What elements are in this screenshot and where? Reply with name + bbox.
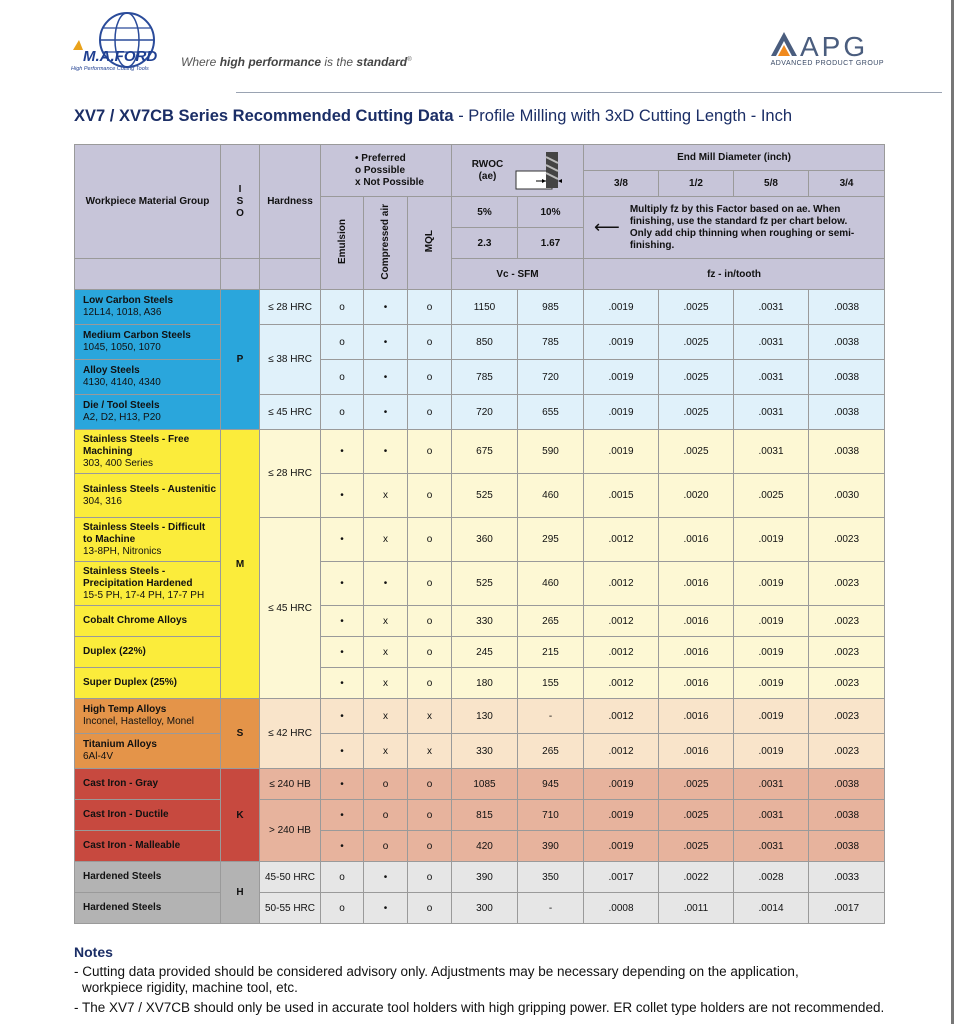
fz-5-8-cell: .0031 xyxy=(734,290,809,325)
hardness-cell: ≤ 42 HRC xyxy=(260,699,321,769)
table-row xyxy=(75,430,885,474)
emulsion-cell: o xyxy=(321,290,364,325)
vc-10-cell: - xyxy=(518,699,584,734)
vc-10-cell: 350 xyxy=(518,862,584,893)
fz-3-4-cell: .0038 xyxy=(809,831,885,862)
fz-3-4-cell: .0030 xyxy=(809,474,885,518)
header-hardness: Hardness xyxy=(260,145,321,259)
table-row xyxy=(75,474,885,518)
iso-group-p: P xyxy=(221,290,260,430)
fz-3-8-cell: .0017 xyxy=(584,862,659,893)
emulsion-cell: o xyxy=(321,325,364,360)
mql-cell: o xyxy=(408,325,452,360)
hardness-cell: ≤ 28 HRC xyxy=(260,430,321,518)
header-vc: Vc - SFM xyxy=(452,259,584,290)
fz-5-8-cell: .0031 xyxy=(734,395,809,430)
emulsion-cell: • xyxy=(321,562,364,606)
header-legend xyxy=(321,145,452,197)
fz-3-8-cell: .0019 xyxy=(584,800,659,831)
vc-5-cell: 390 xyxy=(452,862,518,893)
vc-5-cell: 720 xyxy=(452,395,518,430)
emulsion-cell: • xyxy=(321,474,364,518)
fz-5-8-cell: .0031 xyxy=(734,769,809,800)
iso-group-s: S xyxy=(221,699,260,769)
vc-10-cell: 655 xyxy=(518,395,584,430)
table-row xyxy=(75,769,885,800)
legend-preferred: • Preferred xyxy=(355,152,406,164)
fz-3-4-cell: .0038 xyxy=(809,325,885,360)
table-row xyxy=(75,862,885,893)
fz-3-8-cell: .0019 xyxy=(584,325,659,360)
air-cell: • xyxy=(364,862,408,893)
cutting-data-table xyxy=(74,144,885,924)
air-cell: • xyxy=(364,430,408,474)
air-cell: x xyxy=(364,518,408,562)
material-cell: Cast Iron - Malleable xyxy=(75,831,221,862)
apg-subtitle: ADVANCED PRODUCT GROUP xyxy=(770,60,884,67)
table-row xyxy=(75,800,885,831)
emulsion-cell: • xyxy=(321,734,364,769)
air-cell: • xyxy=(364,360,408,395)
page-title: XV7 / XV7CB Series Recommended Cutting Data - Profile Milling with 3xD Cutting Length - Inch xyxy=(74,107,793,125)
header-dia-1-2: 1/2 xyxy=(659,171,734,197)
brand-name: M.A.FORD xyxy=(83,48,158,65)
table-row xyxy=(75,637,885,668)
header-emulsion: Emulsion xyxy=(321,197,364,290)
header-factor-10: 1.67 xyxy=(518,228,584,259)
vc-10-cell: 295 xyxy=(518,518,584,562)
fz-1-2-cell: .0016 xyxy=(659,518,734,562)
table-row xyxy=(75,325,885,360)
fz-1-2-cell: .0022 xyxy=(659,862,734,893)
fz-3-4-cell: .0038 xyxy=(809,430,885,474)
hardness-cell: ≤ 38 HRC xyxy=(260,325,321,395)
tagline: Where high performance is the standard® xyxy=(181,55,412,69)
vc-5-cell: 330 xyxy=(452,606,518,637)
table-row xyxy=(75,831,885,862)
vc-10-cell: 985 xyxy=(518,290,584,325)
fz-5-8-cell: .0019 xyxy=(734,734,809,769)
iso-group-m: M xyxy=(221,430,260,699)
air-cell: • xyxy=(364,325,408,360)
air-cell: o xyxy=(364,800,408,831)
mql-cell: o xyxy=(408,606,452,637)
material-cell: Cast Iron - Gray xyxy=(75,769,221,800)
fz-3-8-cell: .0012 xyxy=(584,562,659,606)
fz-3-8-cell: .0012 xyxy=(584,699,659,734)
hardness-cell: ≤ 28 HRC xyxy=(260,290,321,325)
vc-10-cell: 390 xyxy=(518,831,584,862)
air-cell: o xyxy=(364,769,408,800)
header-dia-5-8: 5/8 xyxy=(734,171,809,197)
vc-10-cell: 590 xyxy=(518,430,584,474)
fz-1-2-cell: .0016 xyxy=(659,562,734,606)
vc-10-cell: 265 xyxy=(518,734,584,769)
material-cell: Hardened Steels xyxy=(75,893,221,924)
fz-3-4-cell: .0038 xyxy=(809,800,885,831)
vc-5-cell: 300 xyxy=(452,893,518,924)
fz-3-4-cell: .0017 xyxy=(809,893,885,924)
fz-3-4-cell: .0023 xyxy=(809,699,885,734)
vc-10-cell: 460 xyxy=(518,474,584,518)
fz-5-8-cell: .0025 xyxy=(734,474,809,518)
header-compressed-air: Compressed air xyxy=(364,197,408,290)
fz-5-8-cell: .0014 xyxy=(734,893,809,924)
fz-5-8-cell: .0019 xyxy=(734,562,809,606)
header-iso-filler xyxy=(221,259,260,290)
fz-5-8-cell: .0019 xyxy=(734,699,809,734)
fz-1-2-cell: .0025 xyxy=(659,800,734,831)
fz-3-4-cell: .0023 xyxy=(809,734,885,769)
fz-1-2-cell: .0016 xyxy=(659,699,734,734)
fz-3-4-cell: .0033 xyxy=(809,862,885,893)
material-cell: Stainless Steels - Precipitation Hardened 15-5 PH, 17-4 PH, 17-7 PH xyxy=(75,562,221,606)
fz-5-8-cell: .0028 xyxy=(734,862,809,893)
hardness-cell: > 240 HB xyxy=(260,800,321,862)
fz-1-2-cell: .0025 xyxy=(659,325,734,360)
fz-5-8-cell: .0031 xyxy=(734,360,809,395)
air-cell: • xyxy=(364,395,408,430)
mql-cell: o xyxy=(408,831,452,862)
vc-10-cell: 155 xyxy=(518,668,584,699)
air-cell: o xyxy=(364,831,408,862)
fz-3-4-cell: .0023 xyxy=(809,518,885,562)
legend-not-possible: x Not Possible xyxy=(355,176,424,188)
table-row xyxy=(75,290,885,325)
mql-cell: o xyxy=(408,360,452,395)
table-row xyxy=(75,562,885,606)
left-arrow-icon: ⟵ xyxy=(594,217,620,237)
mql-cell: o xyxy=(408,769,452,800)
fz-3-8-cell: .0012 xyxy=(584,668,659,699)
iso-group-k: K xyxy=(221,769,260,862)
mql-cell: o xyxy=(408,637,452,668)
fz-5-8-cell: .0019 xyxy=(734,606,809,637)
air-cell: x xyxy=(364,637,408,668)
fz-1-2-cell: .0016 xyxy=(659,606,734,637)
fz-1-2-cell: .0025 xyxy=(659,360,734,395)
mql-cell: o xyxy=(408,668,452,699)
emulsion-cell: • xyxy=(321,430,364,474)
fz-3-8-cell: .0019 xyxy=(584,769,659,800)
vc-5-cell: 180 xyxy=(452,668,518,699)
fz-3-4-cell: .0038 xyxy=(809,769,885,800)
fz-3-4-cell: .0038 xyxy=(809,360,885,395)
page-header xyxy=(60,8,890,88)
emulsion-cell: • xyxy=(321,800,364,831)
hardness-cell: ≤ 45 HRC xyxy=(260,395,321,430)
vc-5-cell: 675 xyxy=(452,430,518,474)
table-row xyxy=(75,606,885,637)
material-cell: Super Duplex (25%) xyxy=(75,668,221,699)
brand-tag: High Performance Cutting Tools xyxy=(71,66,149,72)
notes-title: Notes xyxy=(74,944,113,960)
vc-5-cell: 330 xyxy=(452,734,518,769)
note-item: - Cutting data provided should be considered advisory only. Adjustments may be necessary depending on the application, xyxy=(74,964,799,979)
fz-1-2-cell: .0025 xyxy=(659,290,734,325)
emulsion-cell: • xyxy=(321,699,364,734)
header-rwoc-5: 5% xyxy=(452,197,518,228)
mql-cell: o xyxy=(408,800,452,831)
fz-3-4-cell: .0038 xyxy=(809,290,885,325)
header-hardness-filler xyxy=(260,259,321,290)
mql-cell: o xyxy=(408,518,452,562)
fz-1-2-cell: .0016 xyxy=(659,637,734,668)
material-cell: Cobalt Chrome Alloys xyxy=(75,606,221,637)
factor-note: Multiply fz by this Factor based on ae. When finishing, use the standard fz per chart below. Only add chip thinning when roughing or semi-finishing. xyxy=(629,203,855,251)
header-dia-3-4: 3/4 xyxy=(809,171,885,197)
fz-3-4-cell: .0023 xyxy=(809,606,885,637)
air-cell: • xyxy=(364,893,408,924)
vc-10-cell: 710 xyxy=(518,800,584,831)
fz-1-2-cell: .0020 xyxy=(659,474,734,518)
material-cell: Cast Iron - Ductile xyxy=(75,800,221,831)
fz-3-4-cell: .0023 xyxy=(809,637,885,668)
hardness-cell: 50-55 HRC xyxy=(260,893,321,924)
note-item: workpiece rigidity, machine tool, etc. xyxy=(82,980,298,995)
iso-group-h: H xyxy=(221,862,260,924)
fz-3-8-cell: .0019 xyxy=(584,290,659,325)
material-cell: Low Carbon Steels 12L14, 1018, A36 xyxy=(75,290,221,325)
header-rwoc-10: 10% xyxy=(518,197,584,228)
vc-5-cell: 1150 xyxy=(452,290,518,325)
material-cell: Stainless Steels - Austenitic 304, 316 xyxy=(75,474,221,518)
emulsion-cell: • xyxy=(321,606,364,637)
fz-5-8-cell: .0031 xyxy=(734,800,809,831)
header-factor-5: 2.3 xyxy=(452,228,518,259)
mql-cell: x xyxy=(408,699,452,734)
material-cell: Titanium Alloys 6Al-4V xyxy=(75,734,221,769)
fz-3-8-cell: .0012 xyxy=(584,518,659,562)
emulsion-cell: • xyxy=(321,668,364,699)
header-divider xyxy=(236,92,942,93)
fz-3-8-cell: .0015 xyxy=(584,474,659,518)
emulsion-cell: • xyxy=(321,831,364,862)
vc-5-cell: 130 xyxy=(452,699,518,734)
vc-5-cell: 1085 xyxy=(452,769,518,800)
header-fz: fz - in/tooth xyxy=(584,259,885,290)
mql-cell: o xyxy=(408,430,452,474)
vc-5-cell: 785 xyxy=(452,360,518,395)
mql-cell: o xyxy=(408,562,452,606)
fz-5-8-cell: .0019 xyxy=(734,668,809,699)
fz-1-2-cell: .0011 xyxy=(659,893,734,924)
mql-cell: x xyxy=(408,734,452,769)
material-cell: Stainless Steels - Difficult to Machine 13-8PH, Nitronics xyxy=(75,518,221,562)
fz-3-8-cell: .0019 xyxy=(584,831,659,862)
fz-3-4-cell: .0038 xyxy=(809,395,885,430)
emulsion-cell: o xyxy=(321,862,364,893)
legend-possible: o Possible xyxy=(355,164,406,176)
fz-3-4-cell: .0023 xyxy=(809,668,885,699)
vc-10-cell: 265 xyxy=(518,606,584,637)
material-cell: Alloy Steels 4130, 4140, 4340 xyxy=(75,360,221,395)
fz-5-8-cell: .0031 xyxy=(734,831,809,862)
fz-5-8-cell: .0031 xyxy=(734,430,809,474)
end-mill-diagram-icon xyxy=(514,151,566,191)
mql-cell: o xyxy=(408,862,452,893)
apg-name: APG xyxy=(800,31,869,62)
emulsion-cell: • xyxy=(321,518,364,562)
emulsion-cell: o xyxy=(321,893,364,924)
material-cell: Hardened Steels xyxy=(75,862,221,893)
air-cell: x xyxy=(364,734,408,769)
fz-3-8-cell: .0019 xyxy=(584,395,659,430)
header-dia-3-8: 3/8 xyxy=(584,171,659,197)
vc-5-cell: 360 xyxy=(452,518,518,562)
fz-3-8-cell: .0012 xyxy=(584,637,659,668)
header-mql: MQL xyxy=(408,197,452,290)
fz-3-8-cell: .0012 xyxy=(584,734,659,769)
mql-cell: o xyxy=(408,474,452,518)
note-item: - The XV7 / XV7CB should only be used in accurate tool holders with high gripping power. ER collet type holders are not recommended. xyxy=(74,1000,885,1015)
mql-cell: o xyxy=(408,893,452,924)
fz-1-2-cell: .0016 xyxy=(659,734,734,769)
vc-10-cell: 215 xyxy=(518,637,584,668)
table-row xyxy=(75,518,885,562)
fz-3-8-cell: .0019 xyxy=(584,430,659,474)
air-cell: x xyxy=(364,474,408,518)
material-cell: Die / Tool Steels A2, D2, H13, P20 xyxy=(75,395,221,430)
table-row xyxy=(75,395,885,430)
header-iso: I S O xyxy=(221,145,260,259)
air-cell: • xyxy=(364,562,408,606)
fz-1-2-cell: .0025 xyxy=(659,831,734,862)
table-row xyxy=(75,699,885,734)
fz-1-2-cell: .0025 xyxy=(659,769,734,800)
table-row xyxy=(75,893,885,924)
vc-5-cell: 525 xyxy=(452,562,518,606)
air-cell: • xyxy=(364,290,408,325)
emulsion-cell: • xyxy=(321,769,364,800)
material-cell: Medium Carbon Steels 1045, 1050, 1070 xyxy=(75,325,221,360)
vc-10-cell: 720 xyxy=(518,360,584,395)
fz-3-4-cell: .0023 xyxy=(809,562,885,606)
air-cell: x xyxy=(364,699,408,734)
fz-5-8-cell: .0019 xyxy=(734,637,809,668)
vc-5-cell: 420 xyxy=(452,831,518,862)
emulsion-cell: o xyxy=(321,360,364,395)
air-cell: x xyxy=(364,668,408,699)
fz-5-8-cell: .0019 xyxy=(734,518,809,562)
hardness-cell: ≤ 45 HRC xyxy=(260,518,321,699)
fz-5-8-cell: .0031 xyxy=(734,325,809,360)
vc-5-cell: 815 xyxy=(452,800,518,831)
vc-10-cell: - xyxy=(518,893,584,924)
fz-1-2-cell: .0025 xyxy=(659,395,734,430)
emulsion-cell: o xyxy=(321,395,364,430)
header-diameter: End Mill Diameter (inch) xyxy=(584,145,885,171)
header-workpiece: Workpiece Material Group xyxy=(75,145,221,259)
fz-3-8-cell: .0008 xyxy=(584,893,659,924)
vc-5-cell: 245 xyxy=(452,637,518,668)
vc-10-cell: 785 xyxy=(518,325,584,360)
header-rwoc xyxy=(452,145,584,197)
header-factor-note xyxy=(584,197,885,259)
ma-ford-logo xyxy=(65,10,175,82)
vc-5-cell: 850 xyxy=(452,325,518,360)
vc-10-cell: 460 xyxy=(518,562,584,606)
material-cell: Stainless Steels - Free Machining 303, 400 Series xyxy=(75,430,221,474)
material-cell: Duplex (22%) xyxy=(75,637,221,668)
fz-3-8-cell: .0019 xyxy=(584,360,659,395)
hardness-cell: 45-50 HRC xyxy=(260,862,321,893)
vc-10-cell: 945 xyxy=(518,769,584,800)
emulsion-cell: • xyxy=(321,637,364,668)
table-row xyxy=(75,734,885,769)
mql-cell: o xyxy=(408,290,452,325)
table-row xyxy=(75,360,885,395)
table-row xyxy=(75,668,885,699)
fz-1-2-cell: .0016 xyxy=(659,668,734,699)
mql-cell: o xyxy=(408,395,452,430)
header-rwoc-label: RWOC (ae) xyxy=(471,158,504,182)
hardness-cell: ≤ 240 HB xyxy=(260,769,321,800)
air-cell: x xyxy=(364,606,408,637)
vc-5-cell: 525 xyxy=(452,474,518,518)
material-cell: High Temp Alloys Inconel, Hastelloy, Monel xyxy=(75,699,221,734)
fz-3-8-cell: .0012 xyxy=(584,606,659,637)
header-workpiece-filler xyxy=(75,259,221,290)
fz-1-2-cell: .0025 xyxy=(659,430,734,474)
